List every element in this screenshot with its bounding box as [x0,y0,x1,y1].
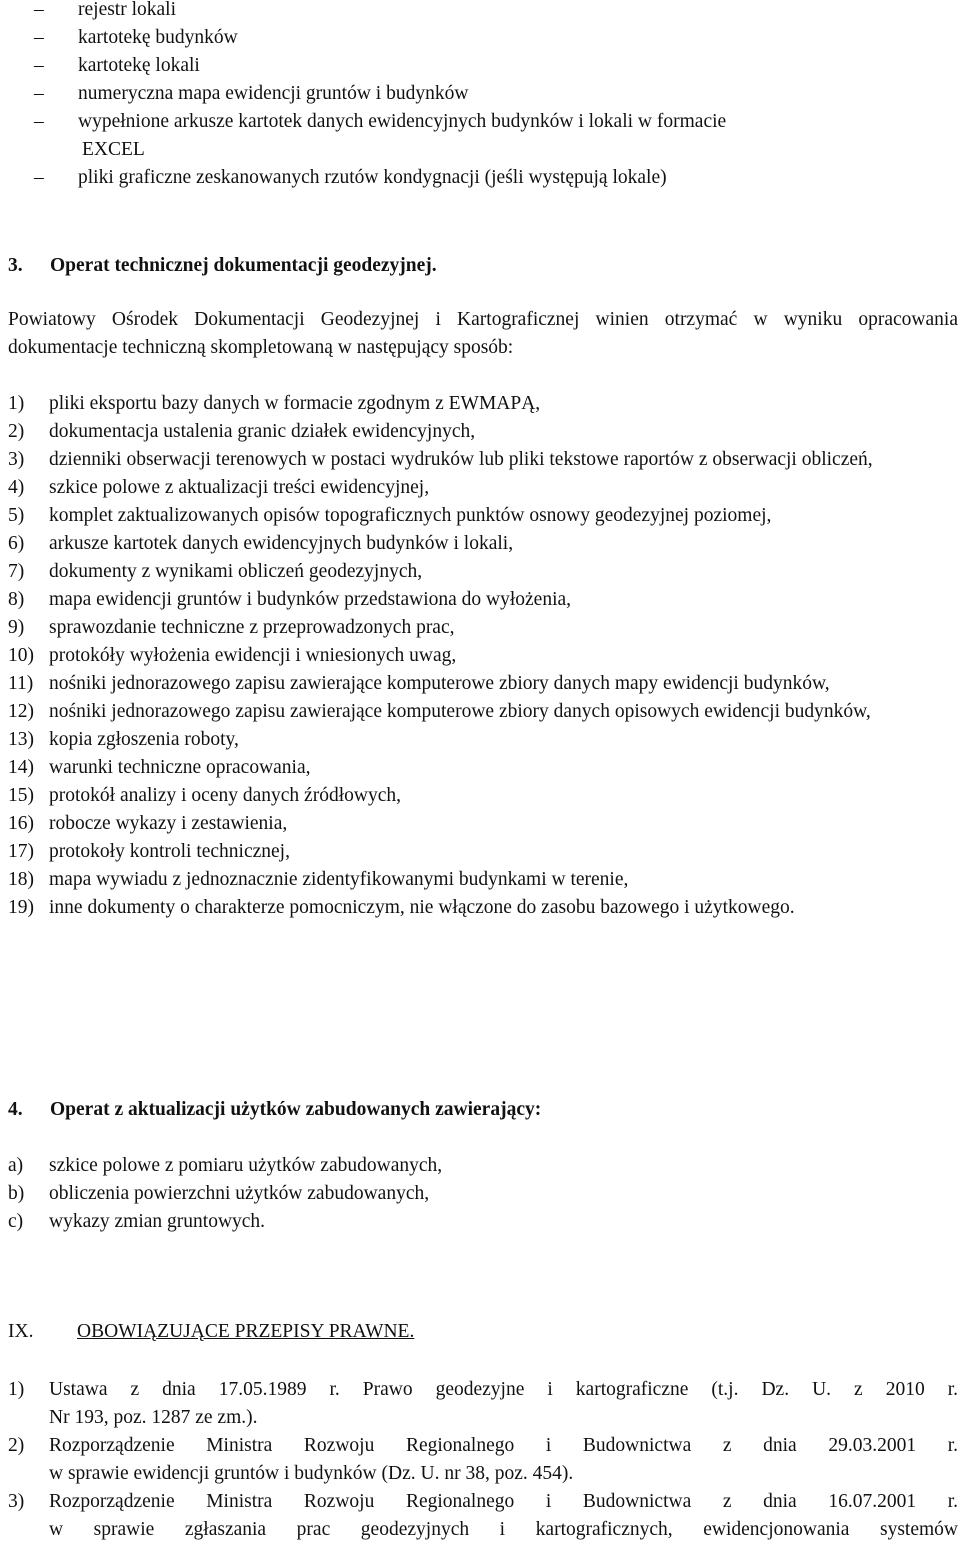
list-item-text: protokół analizy i oceny danych źródłowych, [49,785,401,806]
list-item-text: arkusze kartotek danych ewidencyjnych budynków i lokali, [49,533,514,554]
list-item-number: 13) [8,729,34,750]
list-item-number: 5) [8,505,25,526]
list-item [8,558,958,586]
legal-act-line: w sprawie zgłaszania prac geodezyjnych i kartograficznych, ewidencjonowania systemów [49,1519,958,1540]
list-item-text: szkice polowe z aktualizacji treści ewidencyjnej, [49,477,430,498]
list-item [8,614,958,642]
list-item-text: protokoły kontroli technicznej, [49,841,290,862]
list-item [0,80,960,108]
list-item-text: mapa ewidencji gruntów i budynków przedstawiona do wyłożenia, [49,589,572,610]
dash-list [0,0,960,192]
legal-act-text [49,1488,958,1544]
list-item-text: obliczenia powierzchni użytków zabudowanych, [49,1183,430,1204]
list-item-text: rejestr lokali [78,0,177,20]
dash-bullet: – [34,83,44,104]
list-item-text: dzienniki obserwacji terenowych w postaci wydruków lub pliki tekstowe raportów z obserwacji obliczeń, [49,449,873,470]
section-title: OBOWIĄZUJĄCE PRZEPISY PRAWNE. [77,1321,415,1342]
list-item-number: 1) [8,393,25,414]
dash-bullet: – [34,0,44,20]
list-item-text: nośniki jednorazowego zapisu zawierające komputerowe zbiory danych opisowych ewidencji budynków, [49,701,871,722]
list-item [8,698,958,726]
list-item-number: 6) [8,533,25,554]
list-item [8,810,958,838]
section-9-list [8,1376,958,1544]
list-item [8,390,958,418]
list-item-text: dokumenty z wynikami obliczeń geodezyjnych, [49,561,423,582]
list-item-number: 16) [8,813,34,834]
list-item [8,670,958,698]
list-item-number: 9) [8,617,25,638]
dash-bullet: – [34,167,44,188]
legal-act-line: Ustawa z dnia 17.05.1989 r. Prawo geodezyjne i kartograficzne (t.j. Dz. U. z 2010 r. [49,1379,958,1400]
list-item [0,24,960,52]
legal-act-line: Nr 193, poz. 1287 ze zm.). [49,1407,258,1428]
list-item-number: 7) [8,561,25,582]
list-item [8,446,958,474]
section-3-heading [8,252,437,280]
section-4-heading [8,1096,541,1124]
list-item-text: kartotekę lokali [78,55,200,76]
legal-act-item [8,1488,958,1544]
list-item-number: c) [8,1211,24,1232]
list-item-number: 1) [8,1379,25,1400]
dash-bullet: – [34,111,44,132]
list-item-continuation: EXCEL [82,139,145,160]
list-item [8,782,958,810]
list-item [8,726,958,754]
list-item-number: 2) [8,421,25,442]
section-3-intro: Powiatowy Ośrodek Dokumentacji Geodezyjnej i Kartograficznej winien otrzymać w wyniku opracowania dokumentacje techniczną skompletowaną w następujący sposób: [8,309,958,358]
legal-act-line: Rozporządzenie Ministra Rozwoju Regionalnego i Budownictwa z dnia 16.07.2001 r. [49,1491,958,1512]
legal-act-item [8,1432,958,1488]
section-number: 4. [8,1099,23,1120]
list-item-text: pliki graficzne zeskanowanych rzutów kondygnacji (jeśli występują lokale) [78,167,667,188]
list-item [8,642,958,670]
list-item-text: komplet zaktualizowanych opisów topograficznych punktów osnowy geodezyjnej poziomej, [49,505,772,526]
legal-act-line: w sprawie ewidencji gruntów i budynków (Dz. U. nr 38, poz. 454). [49,1463,574,1484]
list-item-number: 19) [8,897,34,918]
list-item [0,164,960,192]
list-item-number: 4) [8,477,25,498]
list-item-number: 2) [8,1435,25,1456]
list-item-text: kopia zgłoszenia roboty, [49,729,239,750]
list-item-text: dokumentacja ustalenia granic działek ewidencyjnych, [49,421,476,442]
list-item [0,0,960,24]
legal-act-item [8,1376,958,1432]
legal-act-text [49,1432,958,1488]
list-item-text: protokóły wyłożenia ewidencji i wniesionych uwag, [49,645,457,666]
list-item [8,894,958,922]
list-item-text: warunki techniczne opracowania, [49,757,311,778]
list-item-number: 17) [8,841,34,862]
list-item-number: 11) [8,673,34,694]
list-item-number: 18) [8,869,34,890]
list-item [8,1208,958,1236]
list-item-text: pliki eksportu bazy danych w formacie zgodnym z EWMAPĄ, [49,393,541,414]
list-item [8,530,958,558]
list-item-number: a) [8,1155,24,1176]
list-item-text: wykazy zmian gruntowych. [49,1211,266,1232]
section-title: Operat z aktualizacji użytków zabudowanych zawierający: [50,1099,542,1120]
section-number: IX. [8,1321,34,1342]
section-9-heading [8,1318,414,1348]
list-item [0,52,960,80]
section-number: 3. [8,255,23,276]
list-item-text: inne dokumenty o charakterze pomocniczym, nie włączone do zasobu bazowego i użytkowego. [49,897,795,918]
section-title: Operat technicznej dokumentacji geodezyjnej. [50,255,437,276]
list-item-number: 3) [8,449,25,470]
list-item [8,866,958,894]
list-item [8,1180,958,1208]
section-4-list [8,1152,958,1236]
list-item-number: 10) [8,645,34,666]
list-item-text: szkice polowe z pomiaru użytków zabudowanych, [49,1155,443,1176]
dash-bullet: – [34,27,44,48]
list-item-text: robocze wykazy i zestawienia, [49,813,288,834]
list-item-text: sprawozdanie techniczne z przeprowadzonych prac, [49,617,455,638]
list-item [8,586,958,614]
list-item-number: b) [8,1183,25,1204]
list-item-text: wypełnione arkusze kartotek danych ewidencyjnych budynków i lokali w formacie [78,111,727,132]
list-item-number: 15) [8,785,34,806]
list-item-number: 3) [8,1491,25,1512]
list-item [8,1152,958,1180]
section-3-list [8,390,958,922]
list-item-number: 12) [8,701,34,722]
legal-act-line: Rozporządzenie Ministra Rozwoju Regionalnego i Budownictwa z dnia 29.03.2001 r. [49,1435,958,1456]
dash-bullet: – [34,55,44,76]
list-item-text: kartotekę budynków [78,27,238,48]
list-item-text: nośniki jednorazowego zapisu zawierające komputerowe zbiory danych mapy ewidencji budynków, [49,673,830,694]
list-item [8,474,958,502]
list-item [8,418,958,446]
legal-act-text [49,1376,958,1432]
list-item-number: 8) [8,589,25,610]
list-item [8,754,958,782]
list-item-text: numeryczna mapa ewidencji gruntów i budynków [78,83,469,104]
list-item [8,502,958,530]
list-item-number: 14) [8,757,34,778]
list-item-text: mapa wywiadu z jednoznacznie zidentyfikowanymi budynkami w terenie, [49,869,629,890]
list-item [0,108,960,136]
list-item [8,838,958,866]
